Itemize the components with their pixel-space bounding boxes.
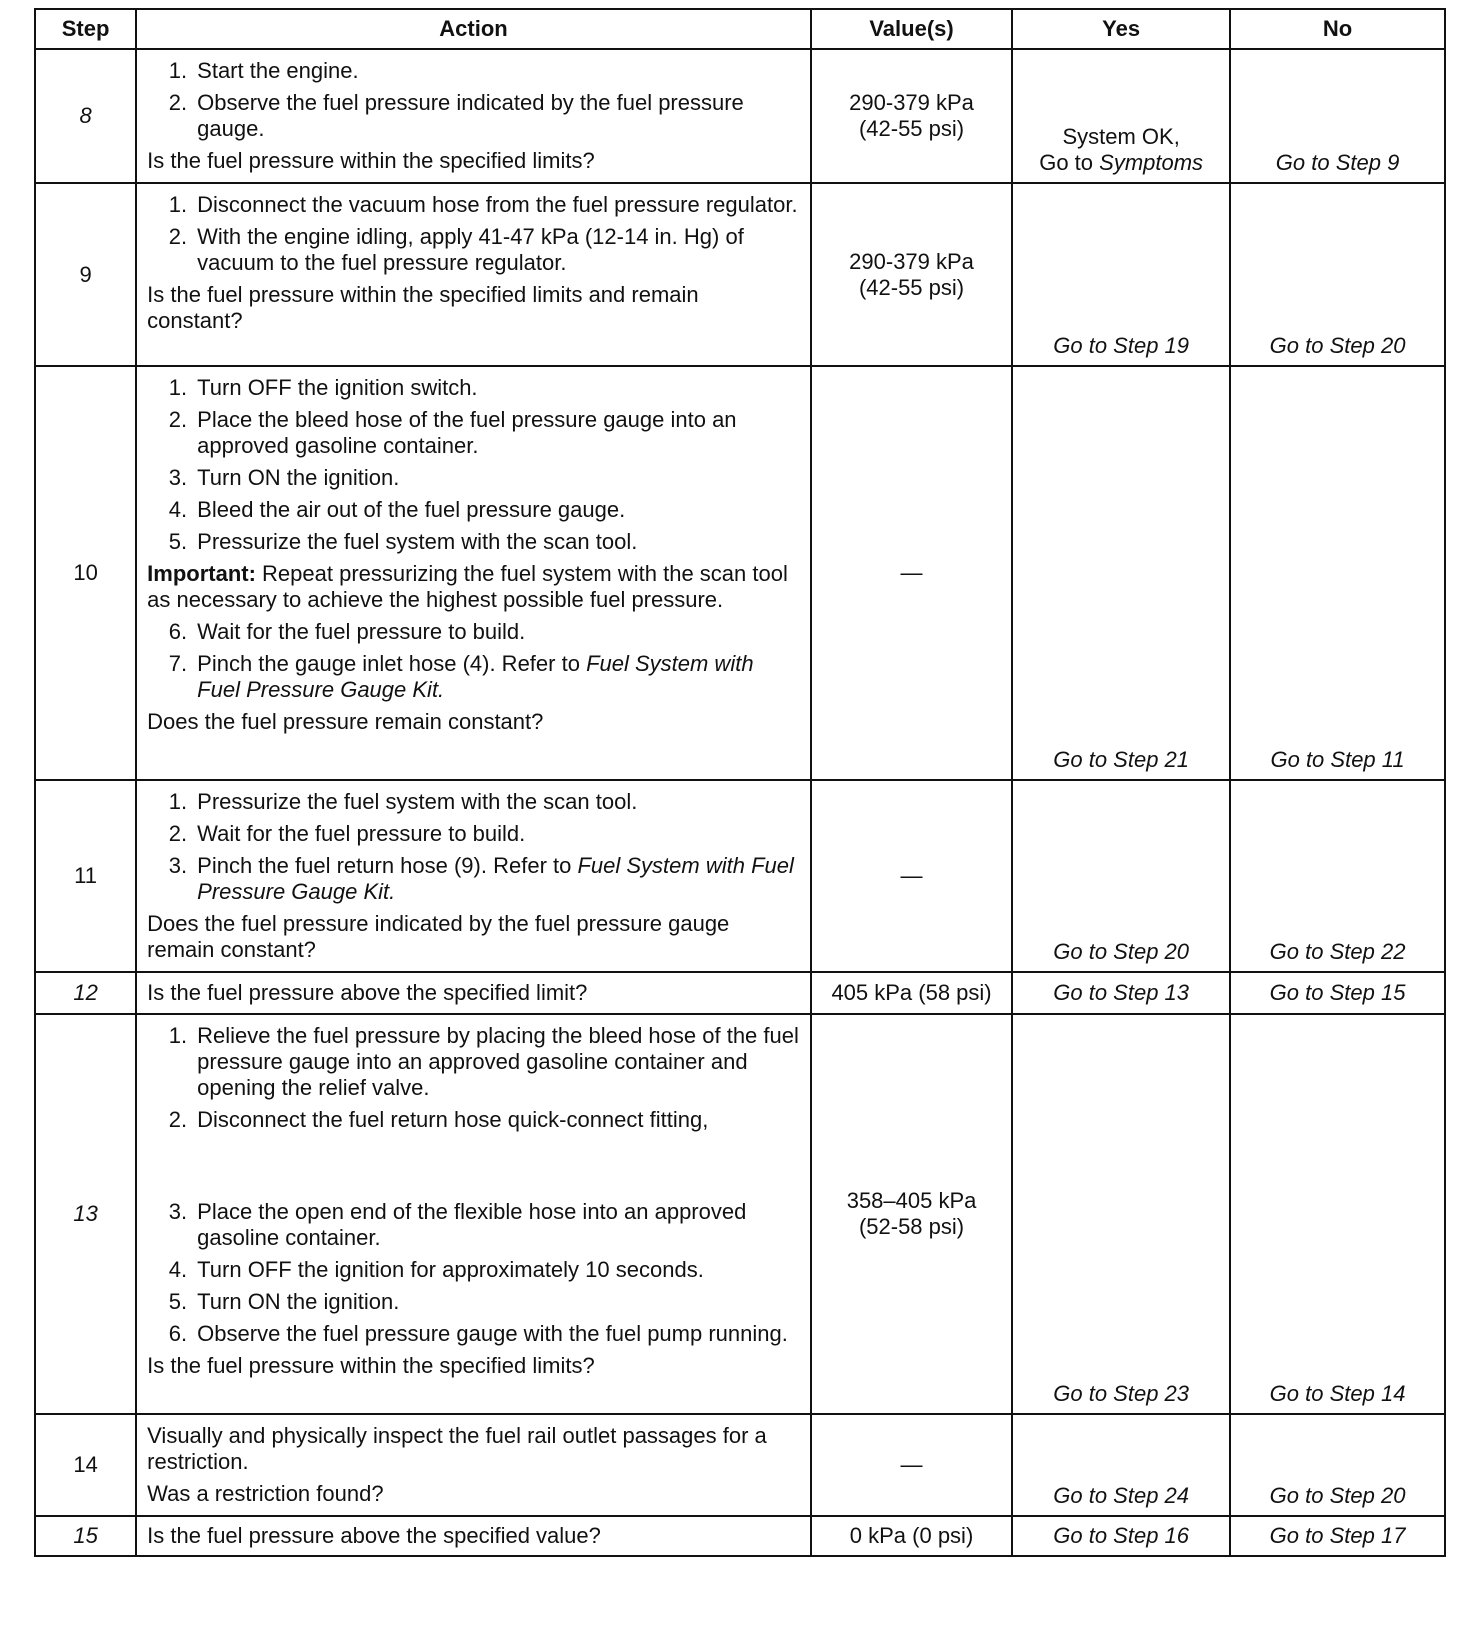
blank-space bbox=[147, 1139, 800, 1197]
header-row bbox=[35, 9, 1445, 49]
value-line: 290-379 kPa bbox=[849, 90, 974, 115]
item-number: 3. bbox=[168, 1199, 188, 1224]
yes-cell[interactable]: Go to Step 19 bbox=[1012, 183, 1230, 366]
table-row bbox=[35, 780, 1445, 972]
yes-line-2 bbox=[1017, 150, 1225, 176]
list-item bbox=[147, 90, 800, 142]
action-cell bbox=[136, 780, 811, 972]
step-number: 8 bbox=[35, 49, 136, 183]
question-text: Does the fuel pressure indicated by the fuel pressure gauge remain constant? bbox=[147, 911, 730, 962]
question-text: Was a restriction found? bbox=[147, 1481, 384, 1506]
value-cell: — bbox=[811, 366, 1012, 780]
question-text: Is the fuel pressure within the specified limits? bbox=[147, 1353, 595, 1378]
list-item bbox=[147, 497, 800, 523]
list-item bbox=[147, 1257, 800, 1283]
no-cell[interactable]: Go to Step 14 bbox=[1230, 1014, 1445, 1414]
list-item bbox=[147, 1289, 800, 1315]
value-line: (42-55 psi) bbox=[858, 116, 965, 141]
step-number: 12 bbox=[35, 972, 136, 1014]
item-number: 6. bbox=[168, 1321, 188, 1346]
item-text-main: Pinch the gauge inlet hose (4). Refer to bbox=[197, 651, 587, 676]
header-step: Step bbox=[35, 9, 136, 49]
header-action: Action bbox=[136, 9, 811, 49]
table-row bbox=[35, 49, 1445, 183]
item-number: 2. bbox=[168, 1107, 188, 1132]
item-text bbox=[197, 853, 800, 905]
action-cell bbox=[136, 366, 811, 780]
item-text: Place the bleed hose of the fuel pressure gauge into an approved gasoline container. bbox=[197, 407, 737, 458]
no-cell[interactable]: Go to Step 11 bbox=[1230, 366, 1445, 780]
list-item bbox=[147, 465, 800, 491]
value-cell bbox=[811, 1014, 1012, 1414]
reference-link[interactable]: Fuel System with Fuel Pressure Gauge Kit. bbox=[197, 651, 754, 702]
list-item bbox=[147, 1199, 800, 1251]
list-item bbox=[147, 1023, 800, 1101]
list-item bbox=[147, 192, 800, 218]
no-cell[interactable]: Go to Step 17 bbox=[1230, 1516, 1445, 1556]
header-yes: Yes bbox=[1012, 9, 1230, 49]
table-row bbox=[35, 1014, 1445, 1414]
item-number: 5. bbox=[168, 1289, 188, 1314]
step-number: 13 bbox=[35, 1014, 136, 1414]
value-cell: 405 kPa (58 psi) bbox=[811, 972, 1012, 1014]
item-number: 2. bbox=[168, 821, 188, 846]
no-cell[interactable]: Go to Step 15 bbox=[1230, 972, 1445, 1014]
item-text: Turn ON the ignition. bbox=[197, 1289, 400, 1314]
value-cell bbox=[811, 183, 1012, 366]
list-item bbox=[147, 619, 800, 645]
no-cell[interactable]: Go to Step 20 bbox=[1230, 183, 1445, 366]
action-cell bbox=[136, 183, 811, 366]
list-item bbox=[147, 224, 800, 276]
list-item bbox=[147, 1107, 800, 1133]
yes-prefix: Go to bbox=[1039, 150, 1100, 175]
item-text: Turn OFF the ignition for approximately 10 seconds. bbox=[197, 1257, 704, 1282]
item-number: 1. bbox=[168, 375, 188, 400]
table-row bbox=[35, 183, 1445, 366]
item-text: Place the open end of the flexible hose into an approved gasoline container. bbox=[197, 1199, 747, 1250]
list-item bbox=[147, 529, 800, 555]
important-text: Repeat pressurizing the fuel system with the scan tool as necessary to achieve the highest possible fuel pressure. bbox=[147, 561, 788, 612]
question-text: Is the fuel pressure above the specified value? bbox=[136, 1516, 811, 1556]
no-cell[interactable]: Go to Step 9 bbox=[1230, 49, 1445, 183]
no-cell[interactable]: Go to Step 22 bbox=[1230, 780, 1445, 972]
step-number: 15 bbox=[35, 1516, 136, 1556]
table-row bbox=[35, 1414, 1445, 1516]
header-no: No bbox=[1230, 9, 1445, 49]
question-text: Is the fuel pressure within the specified limits and remain constant? bbox=[147, 282, 699, 333]
item-number: 1. bbox=[168, 1023, 188, 1048]
item-number: 1. bbox=[168, 58, 188, 83]
list-item bbox=[147, 375, 800, 401]
step-number: 10 bbox=[35, 366, 136, 780]
item-number: 7. bbox=[168, 651, 188, 676]
item-number: 4. bbox=[168, 1257, 188, 1282]
item-text: Pressurize the fuel system with the scan tool. bbox=[197, 789, 638, 814]
item-number: 5. bbox=[168, 529, 188, 554]
yes-cell[interactable]: Go to Step 24 bbox=[1012, 1414, 1230, 1516]
yes-cell[interactable]: Go to Step 21 bbox=[1012, 366, 1230, 780]
item-text: Disconnect the fuel return hose quick-connect fitting, bbox=[197, 1107, 709, 1132]
action-cell bbox=[136, 1014, 811, 1414]
yes-cell[interactable]: Go to Step 20 bbox=[1012, 780, 1230, 972]
table-row bbox=[35, 972, 1445, 1014]
action-paragraph: Visually and physically inspect the fuel rail outlet passages for a restriction. bbox=[147, 1423, 767, 1474]
value-line: (42-55 psi) bbox=[858, 274, 965, 300]
symptoms-link[interactable]: Symptoms bbox=[1099, 150, 1204, 175]
item-number: 6. bbox=[168, 619, 188, 644]
action-cell bbox=[136, 49, 811, 183]
step-number: 9 bbox=[35, 183, 136, 366]
item-text: Wait for the fuel pressure to build. bbox=[197, 821, 526, 846]
list-item bbox=[147, 58, 800, 84]
question-text: Does the fuel pressure remain constant? bbox=[147, 709, 544, 734]
table-row bbox=[35, 366, 1445, 780]
value-cell bbox=[811, 49, 1012, 183]
list-item bbox=[147, 407, 800, 459]
yes-cell[interactable]: Go to Step 13 bbox=[1012, 972, 1230, 1014]
reference-link[interactable]: Fuel System with Fuel Pressure Gauge Kit. bbox=[197, 853, 794, 904]
list-item bbox=[147, 821, 800, 847]
item-number: 1. bbox=[168, 192, 188, 217]
important-label: Important: bbox=[147, 561, 256, 586]
question-text: Is the fuel pressure within the specified limits? bbox=[147, 148, 595, 173]
list-item bbox=[147, 651, 800, 703]
step-number: 14 bbox=[35, 1414, 136, 1516]
no-cell[interactable]: Go to Step 20 bbox=[1230, 1414, 1445, 1516]
item-text: Bleed the air out of the fuel pressure gauge. bbox=[197, 497, 626, 522]
diagnostic-table bbox=[34, 8, 1446, 1557]
yes-cell[interactable]: Go to Step 16 bbox=[1012, 1516, 1230, 1556]
item-text: Relieve the fuel pressure by placing the bleed hose of the fuel pressure gauge into an approved gasoline container and opening the relief valve. bbox=[197, 1023, 799, 1100]
important-note bbox=[147, 561, 800, 613]
item-text: Turn ON the ignition. bbox=[197, 465, 400, 490]
value-line: 358–405 kPa bbox=[846, 1188, 977, 1213]
item-text: Disconnect the vacuum hose from the fuel pressure regulator. bbox=[197, 192, 798, 217]
item-text-main: Pinch the fuel return hose (9). Refer to bbox=[197, 853, 578, 878]
yes-cell[interactable]: Go to Step 23 bbox=[1012, 1014, 1230, 1414]
header-values: Value(s) bbox=[811, 9, 1012, 49]
item-text: Start the engine. bbox=[197, 58, 359, 83]
item-text: Observe the fuel pressure indicated by the fuel pressure gauge. bbox=[197, 90, 744, 141]
item-text: Pressurize the fuel system with the scan tool. bbox=[197, 529, 638, 554]
table-row bbox=[35, 1516, 1445, 1556]
item-text: With the engine idling, apply 41-47 kPa (12-14 in. Hg) of vacuum to the fuel pressure regulator. bbox=[197, 224, 744, 275]
list-item bbox=[147, 789, 800, 815]
value-line: 290-379 kPa bbox=[849, 248, 974, 274]
item-number: 4. bbox=[168, 497, 188, 522]
value-line: (52-58 psi) bbox=[858, 1214, 965, 1239]
yes-cell bbox=[1012, 49, 1230, 183]
question-text: Is the fuel pressure above the specified limit? bbox=[136, 972, 811, 1014]
item-number: 1. bbox=[168, 789, 188, 814]
item-text: Wait for the fuel pressure to build. bbox=[197, 619, 526, 644]
item-text: Turn OFF the ignition switch. bbox=[197, 375, 478, 400]
item-text: Observe the fuel pressure gauge with the fuel pump running. bbox=[197, 1321, 788, 1346]
value-cell: — bbox=[811, 780, 1012, 972]
list-item bbox=[147, 1321, 800, 1347]
value-cell: 0 kPa (0 psi) bbox=[811, 1516, 1012, 1556]
item-number: 2. bbox=[168, 90, 188, 115]
item-number: 3. bbox=[168, 853, 188, 878]
item-number: 2. bbox=[168, 407, 188, 432]
step-number: 11 bbox=[35, 780, 136, 972]
list-item bbox=[147, 853, 800, 905]
yes-line: System OK, bbox=[1062, 124, 1180, 149]
item-number: 2. bbox=[168, 224, 188, 249]
value-cell: — bbox=[811, 1414, 1012, 1516]
item-number: 3. bbox=[168, 465, 188, 490]
action-cell bbox=[136, 1414, 811, 1516]
item-text bbox=[197, 651, 800, 703]
